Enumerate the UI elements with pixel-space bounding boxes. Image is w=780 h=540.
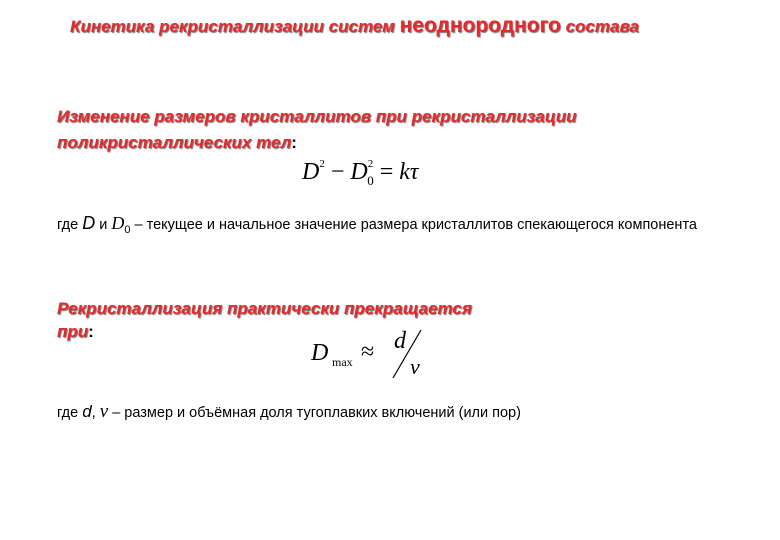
section2-heading-text: Рекристаллизация практически прекращается при [57, 299, 472, 341]
section2-colon: : [88, 322, 94, 341]
formula1-sub0: 0 [367, 173, 374, 188]
formula1-exp1: 2 [319, 158, 325, 170]
formula2-approx: ≈ [361, 339, 375, 365]
explanation-1 [57, 213, 757, 241]
slide-title [70, 14, 750, 38]
formula1-D: D [302, 159, 320, 185]
section1-heading-text: Изменение размеров кристаллитов при рекристаллизации поликристаллических тел [57, 107, 577, 152]
where1-sym-D0: D [111, 213, 125, 233]
formula2-nu: ν [410, 354, 420, 379]
title-part-3: состава [560, 17, 639, 36]
formula1-rhs: kτ [399, 159, 419, 185]
fraction-slash [311, 326, 441, 382]
where1-prefix: где [57, 217, 83, 233]
where2-sym-d: d [82, 402, 92, 421]
where1-sub0: 0 [124, 224, 131, 236]
where2-comma: , [91, 405, 100, 421]
formula1-exp2: 2 [367, 158, 374, 170]
formula2-max: max [332, 355, 353, 369]
section1-colon: : [291, 133, 297, 152]
formula1-D0: D [350, 159, 368, 185]
formula2-d: d [394, 328, 406, 354]
formula1-eq: = [379, 159, 394, 185]
where2-text: – размер и объёмная доля тугоплавких включений (или пор) [108, 405, 521, 421]
formula2-D: D [311, 340, 329, 366]
formula-grain-growth [302, 158, 419, 189]
formula-dmax [311, 326, 441, 382]
explanation-2 [57, 401, 557, 424]
section1-heading [57, 104, 747, 156]
title-part-1: Кинетика рекристаллизации систем [70, 17, 400, 36]
where1-sym-D: D [82, 213, 96, 233]
title-part-2: неоднородного [399, 14, 561, 37]
where2-sym-nu: ν [99, 401, 109, 422]
formula1-minus: − [330, 159, 345, 185]
where2-prefix: где [57, 405, 83, 421]
where1-text: – текущее и начальное значение размера кристаллитов спекающегося компонента [130, 217, 697, 233]
where1-and: и [95, 217, 112, 233]
